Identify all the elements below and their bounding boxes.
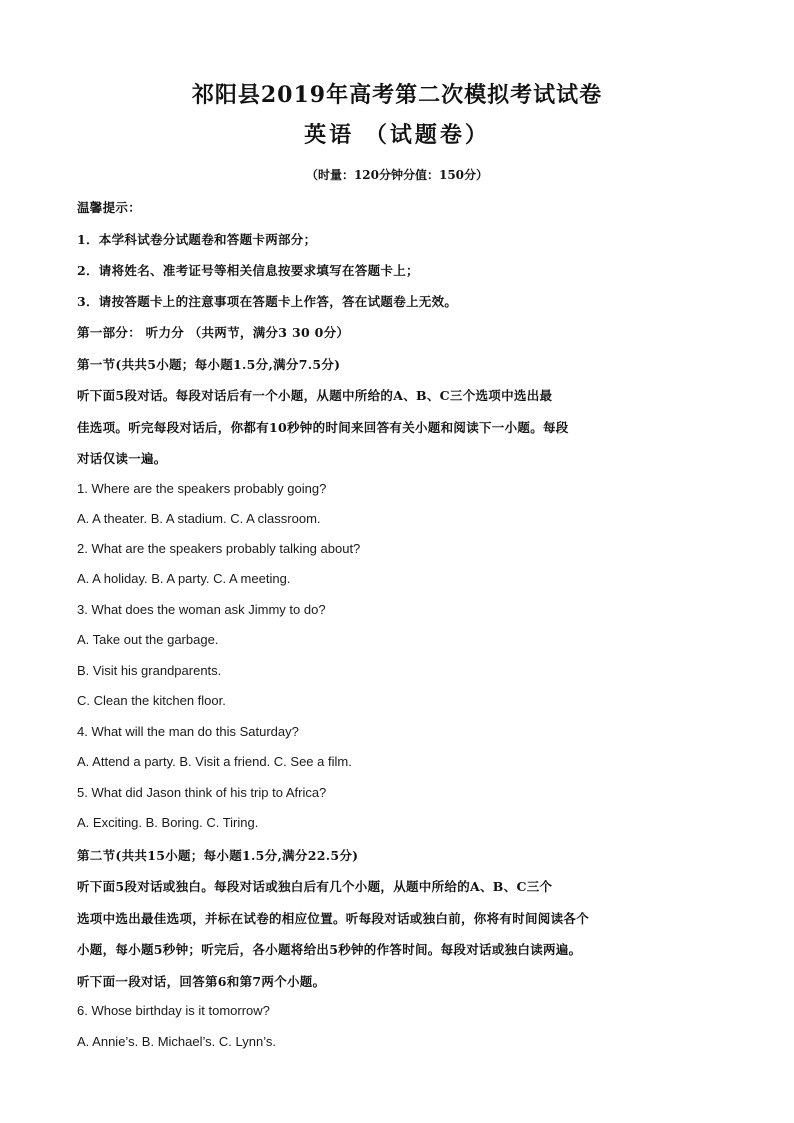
section-one-heading: 第一节(共共5小题；每小题1.5分,满分7.5分) — [77, 357, 341, 372]
question-5: 5. What did Jason think of his trip to Africa? — [77, 785, 327, 800]
question-4: 4. What will the man do this Saturday? — [77, 724, 299, 739]
tips-heading: 温馨提示： — [77, 200, 142, 215]
question-3-option-c: C. Clean the kitchen floor. — [77, 693, 226, 708]
section-two-instructions: 选项中选出最佳选项，并标在试卷的相应位置。听每段对话或独白前，你将有时间阅读各个 — [77, 911, 590, 926]
section-two-instructions: 听下面5段对话或独白。每段对话或独白后有几个小题，从题中所给的A、B、C三个 — [77, 879, 553, 894]
exam-subtitle: 英语 （试题卷） — [304, 122, 490, 148]
exam-time-score: （时量：120分钟分值：150分） — [305, 168, 489, 182]
section-two-instructions: 小题，每小题5秒钟；听完后，各小题将给出5秒钟的作答时间。每段对话或独白读两遍。 — [77, 942, 582, 957]
exam-title: 祁阳县2019年高考第二次模拟考试试卷 — [191, 82, 603, 108]
question-6: 6. Whose birthday is it tomorrow? — [77, 1003, 270, 1018]
question-6-options: A. Annie’s. B. Michael’s. C. Lynn’s. — [77, 1034, 276, 1049]
part-one-heading: 第一部分： 听力分 （共两节，满分3 30 0分） — [77, 325, 350, 340]
question-1: 1. Where are the speakers probably going? — [77, 481, 327, 496]
question-4-options: A. Attend a party. B. Visit a friend. C. See a film. — [77, 754, 352, 769]
question-2: 2. What are the speakers probably talking about? — [77, 541, 361, 556]
question-3: 3. What does the woman ask Jimmy to do? — [77, 602, 326, 617]
section-one-instructions: 对话仅读一遍。 — [77, 451, 167, 466]
tip-1: 1．本学科试卷分试题卷和答题卡两部分； — [77, 232, 317, 247]
question-3-option-b: B. Visit his grandparents. — [77, 663, 222, 678]
section-two-heading: 第二节(共共15小题；每小题1.5分,满分22.5分) — [77, 848, 359, 863]
question-3-option-a: A. Take out the garbage. — [77, 632, 219, 647]
question-2-options: A. A holiday. B. A party. C. A meeting. — [77, 571, 291, 586]
section-one-instructions: 听下面5段对话。每段对话后有一个小题，从题中所给的A、B、C三个选项中选出最 — [77, 388, 553, 403]
question-5-options: A. Exciting. B. Boring. C. Tiring. — [77, 815, 259, 830]
section-one-instructions: 佳选项。听完每段对话后，你都有10秒钟的时间来回答有关小题和阅读下一小题。每段 — [77, 420, 569, 435]
tip-3: 3．请按答题卡上的注意事项在答题卡上作答，答在试题卷上无效。 — [77, 294, 458, 309]
tip-2: 2．请将姓名、准考证号等相关信息按要求填写在答题卡上； — [77, 263, 419, 278]
dialogue-6-7-instruction: 听下面一段对话，回答第6和第7两个小题。 — [77, 974, 326, 989]
question-1-options: A. A theater. B. A stadium. C. A classroom. — [77, 511, 321, 526]
